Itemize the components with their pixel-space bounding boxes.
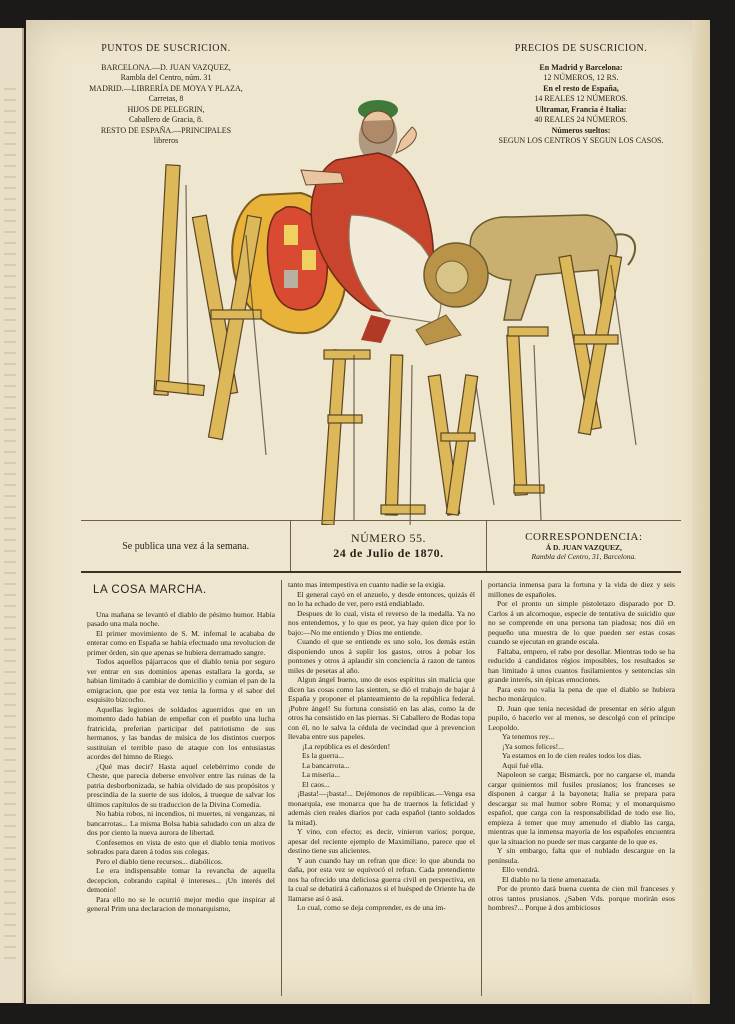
sub-left-line: BARCELONA.—D. JUAN VAZQUEZ,: [101, 62, 231, 72]
sub-right-line: 12 NÚMEROS, 12 RS.: [543, 73, 619, 82]
article-column-1: [81, 580, 281, 996]
correspondence: [487, 521, 681, 571]
issue-number-date: [291, 521, 486, 571]
page-binding-edge: [692, 20, 710, 1004]
paragraph: La bancarrota...: [302, 760, 350, 770]
paragraph: Ello vendrá.: [502, 865, 540, 874]
paragraph: Despues de lo cual, vista el reverso de la medalla. Ya no nos entendemos, y lo que es peor, ya hay quien dice por lo bajo:—No me entiendo y Dios me entiende.: [288, 608, 475, 637]
subscription-prices-heading: PRECIOS DE SUSCRICION.: [514, 43, 648, 54]
sub-right-line: Números sueltos:: [551, 125, 611, 135]
article-column-3: [481, 580, 681, 996]
masthead-title-text: LA FLACA: [393, 520, 399, 521]
masthead-illustration: [116, 65, 676, 525]
paragraph: Aquellas legiones de soldados aguerridos que en un momento dado habian de empeñar con el pueblo una lucha fratricida, preferian participar del patriotismo de sus hermanos, y las bandas de música de los distintos cuerpos sustituian el terrible paso de ataque con los entusiastas acordes del himno de Riego.: [87, 704, 275, 761]
paragraph: D. Juan que tenia necesidad de presentar en sério algun pupilo, ó hacerlo ver al menos, se descolgó con el príncipe Leopoldo.: [488, 703, 675, 732]
sub-left-line: HIJOS DE PELEGRIN,: [127, 104, 205, 114]
sub-right-line: 14 REALES 12 NÚMEROS.: [534, 94, 628, 103]
article-title: LA COSA MARCHA.: [93, 584, 207, 596]
sub-right-line: 40 REALES 24 NÚMEROS.: [534, 115, 628, 124]
sub-left-line: Carretas, 8: [148, 94, 184, 103]
paragraph: Napoleon se carga; Bismarck, por no cargarse el, manda cargar quinientos mil fusiles prusianos; los franceses se disponen á cargar á la bayoneta; Italia se prepara para descargar su mal humor sobre Roma; y el monarquismo español, que carga con la responsabilidad de todo ese lio, empieza á temer que muy amenudo el diablo las carga, mientras que la inmensa mayoría de los españoles encuentra que la situacion no puede ser mas cargante de lo que es.: [488, 770, 675, 846]
sub-left-line: RESTO DE ESPAÑA.—PRINCIPALES: [100, 125, 232, 135]
paragraph: Una mañana se levantó el diablo de pésimo humor. Había pasado una mala noche.: [87, 609, 275, 628]
paragraph: Y vino, con efecto; es decir, vinieron varios; porque, apesar del reciente ejemplo de Maximiliano, parece que el destino tiene sus alicientes.: [288, 827, 475, 855]
paragraph: El primer movimiento de S. M. infernal le acababa de enterar como en España se había efectuado una revolucion de primer órden, sin que apenas se hubiera derramado sangre.: [87, 628, 275, 657]
paragraph: ¡La república es el desórden!: [302, 741, 391, 751]
paragraph: tanto mas intempestiva en cuanto nadie se la exigia.: [288, 580, 446, 589]
issue-date: 24 de Julio de 1870.: [333, 546, 444, 560]
paragraph: Cuando el que se entiende es uno solo, los demás están disponiendo unos á suplir los gastos, otros á pobar los pontones y otros á aplaudir sin conciencia á razon de tantos miles de pesetas al año.: [288, 637, 475, 675]
paragraph: Por el pronto un simple pistoletazo disparado por D. Carlos á un alcornoque, especie de tentativa de suicidio que no se comprende en una persona tan piadosa; nos dió en pequeño una muestra de lo que pueden ser estas cosas cuando se ejecutan en grande escala.: [488, 599, 675, 646]
publication-frequency: [81, 521, 291, 571]
paragraph: Le era indispensable tomar la revancha de aquella decepcion, cobrando capital é intereses... ¡Un interés del demonio!: [87, 866, 275, 894]
paragraph: Y aun cuando hay un refran que dice: lo que abunda no daña, por esta vez se equivocó el refran. Cada pretendiente nos ha ofrecido una deliciosa guerra civil en perspectiva, en la cual se debatirá á cañonazos si el huésped de Oriente ha de llamarse así ó asá.: [288, 855, 475, 903]
paragraph: Por de pronto dará buena cuenta de cien mil franceses y otros tantos prusianos. ¿Saben Vds. porque morirán esos hombres?... Porque á dos ambiciosos: [488, 884, 675, 912]
paragraph: ¡Basta!—¡basta!... Dejémonos de repúblicas.—Venga esa monarquía, ese monarca que ha de traernos la felicidad y además cien reales diarios por cada español (tanto soldados la mitad).: [288, 789, 475, 827]
sub-right-line: En Madrid y Barcelona:: [539, 62, 623, 72]
paragraph: ¿Qué mas decir? Hasta aquel celebérrimo conde de Cheste, que parecia deberse envolver entre las ruinas de la patria desborbonizada, se habia olvidado de sus propósitos y prescindia de la suerte de sus ídolos, á trueque de salvar los últimos capítulos de su traduccion de la Divina Comedia.: [87, 761, 275, 809]
frequency-text: Se publica una vez á la semana.: [122, 540, 250, 552]
paragraph: Confesemos en vista de esto que el diablo tenia motivos sobrados para daren á todos sus colegas.: [87, 837, 275, 856]
paragraph: Ya tenemos rey...: [502, 732, 555, 741]
paragraph: ¡Ya somos felices!...: [502, 741, 564, 751]
article-columns: [81, 580, 681, 996]
correspondence-address: Rambla del Centro, 31, Barcelona.: [531, 552, 637, 561]
paragraph: Todos aquellos pájarracos que el diablo tenia por seguro ver entrar en sus dominios apenas estallara la gorda, se habian limitado á cambiar de domicilio y comian el pan de la emigracion, que por esta vez tenia la forma y el sabor del esquisito bizcocho.: [87, 657, 275, 704]
paragraph: Algun ángel bueno, uno de esos espíritus sin malicia que dicen las cosas como las sienten, se dió el trabajo de bajar á España y proponer el planteamiento de la república federal. ¡Pobre ángel! Su fortuna consistió en las alas, como la de otros ha consistido en las piernas. Si Caballero de Rodas topa con él, no le salva la cédula de vecindad que á prevencion llevaba entre sus papeles.: [288, 675, 475, 741]
paragraph: El caos...: [302, 779, 330, 789]
sub-left-line: Caballero de Gracia, 8.: [129, 115, 203, 124]
sub-left-line: Rambla del Centro, núm. 31: [120, 73, 212, 82]
paragraph: Y sin embargo, falta que el nublado descargue en la península.: [488, 846, 675, 865]
paragraph: Pero el diablo tiene recursos... diabólicos.: [96, 856, 223, 866]
sub-right-line: En el resto de España,: [543, 83, 619, 93]
paragraph: portancia inmensa para la fortuna y la vida de diez y seis millones de españoles.: [488, 580, 675, 599]
issue-number: NÚMERO 55.: [350, 531, 426, 545]
paragraph: Es la guerra...: [302, 751, 344, 760]
newspaper-page: [26, 20, 710, 1004]
paragraph: Para ello no se le ocurrió mejor medio que inspirar al general Prim una declaracion de monarquismo,: [87, 894, 275, 913]
paragraph: El diablo no la tiene amenazada.: [502, 874, 601, 884]
subscription-points-heading: PUNTOS DE SUSCRICION.: [101, 43, 231, 54]
paragraph: Aquí fué ella.: [502, 760, 544, 770]
paragraph: Para esto no valia la pena de que el diablo se hubiera hecho monárquico.: [488, 684, 675, 703]
sub-right-line: Ultramar, Francia é Italia:: [535, 104, 627, 114]
paragraph: El general cayó en el anzuelo, y desde entonces, quizás él no lo ha echado de ver, pero está endiablado.: [288, 589, 475, 608]
sub-left-line: MADRID.—LIBRERÍA DE MOYA Y PLAZA,: [89, 83, 243, 93]
sub-right-line: SEGUN LOS CENTROS Y SEGUN LOS CASOS.: [498, 136, 664, 145]
paragraph: Faltaba, empero, el rabo por desollar. Mientras todo se ha reducido á candidatos régios imposibles, los resultados se han limitado á unos cuantos fusilamientos y sentencias sin grande interés, sin épicas emociones.: [488, 646, 675, 684]
issue-info-bar: [81, 520, 681, 573]
correspondence-heading: CORRESPONDENCIA:: [525, 531, 643, 543]
article-column-2: [281, 580, 481, 996]
adjacent-page-edge: [0, 28, 24, 1003]
sub-left-line: libreros: [153, 136, 179, 145]
correspondence-name: Á D. JUAN VAZQUEZ,: [545, 543, 622, 552]
paragraph: Lo cual, como se deja comprender, es de una im-: [297, 903, 446, 912]
paragraph: La miseria...: [302, 770, 340, 779]
paragraph: No habia robos, ni incendios, ni muertes, ni venganzas, ni bancarrotas... La misma Bolsa habia saludado con un alza de dos por ciento la nueva aurora de libertad.: [87, 809, 275, 837]
paragraph: Ya estamos en lo de cien reales todos los dias.: [502, 751, 642, 760]
